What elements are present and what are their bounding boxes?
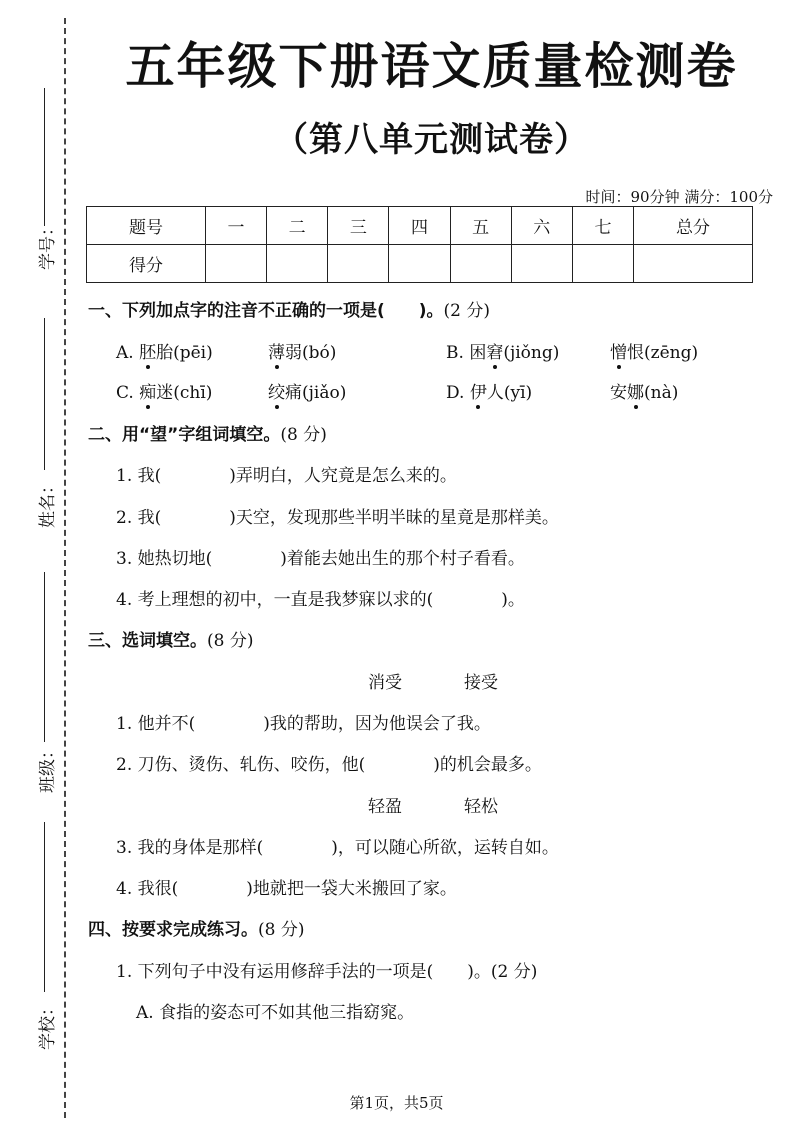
q4-option-a: A. 食指的姿态可不如其他三指窈窕。 xyxy=(136,1003,415,1023)
q1-option-c-word2: 绞痛(jiǎo) xyxy=(268,378,346,403)
page-footer: 第1页，共5页 xyxy=(349,1094,444,1112)
question-1-text: 一、下列加点字的注音不正确的一项是( )。 xyxy=(88,301,444,321)
score-table-header-cell: 总分 xyxy=(634,207,753,245)
score-cell[interactable] xyxy=(634,245,753,283)
question-2-points: (8 分) xyxy=(280,425,327,445)
q2-item: 3. 她热切地( )着能去她出生的那个村子看看。 xyxy=(116,549,525,569)
score-table-header-cell: 五 xyxy=(450,207,511,245)
dotted-char: 窘 xyxy=(486,338,503,363)
binding-dashed-line xyxy=(64,18,66,1118)
score-cell[interactable] xyxy=(511,245,572,283)
dotted-char: 薄 xyxy=(268,338,285,363)
name-line[interactable] xyxy=(44,318,45,470)
q2-item: 4. 考上理想的初中，一直是我梦寐以求的( )。 xyxy=(116,590,525,610)
question-4-text: 四、按要求完成练习。 xyxy=(88,920,258,940)
score-cell[interactable] xyxy=(572,245,633,283)
q2-item: 1. 我( )弄明白，人究竟是怎么来的。 xyxy=(116,466,457,486)
q1-option-d-word1: D. 伊人(yī) xyxy=(446,378,532,403)
page-title: 五年级下册语文质量检测卷 xyxy=(125,37,738,95)
score-cell[interactable] xyxy=(267,245,328,283)
q3-word-choice: 轻盈 xyxy=(368,797,402,817)
q1-option-d-word2: 安娜(nà) xyxy=(610,378,678,403)
q3-item: 1. 他并不( )我的帮助，因为他误会了我。 xyxy=(116,714,491,734)
score-table-header-cell: 二 xyxy=(267,207,328,245)
q3-word-choice: 消受 xyxy=(368,673,402,693)
score-table-header-cell: 六 xyxy=(511,207,572,245)
student-number-label: 学号： xyxy=(38,219,58,270)
score-cell[interactable] xyxy=(389,245,450,283)
name-label: 姓名： xyxy=(38,477,58,528)
question-1-points: (2 分) xyxy=(443,301,491,321)
dotted-char: 绞 xyxy=(268,378,285,403)
score-table-header-cell: 一 xyxy=(205,207,266,245)
score-table-header-cell: 三 xyxy=(328,207,389,245)
score-row-label: 得分 xyxy=(87,245,206,283)
dotted-char: 胚 xyxy=(139,338,156,363)
dotted-char: 娜 xyxy=(627,378,644,403)
question-1-title xyxy=(88,296,490,321)
q2-item: 2. 我( )天空，发现那些半明半昧的星竟是那样美。 xyxy=(116,508,559,528)
score-table-header-cell: 题号 xyxy=(87,207,206,245)
score-table-header-cell: 四 xyxy=(389,207,450,245)
question-3-title xyxy=(88,626,253,651)
q3-word-choice: 接受 xyxy=(464,673,498,693)
student-number-line[interactable] xyxy=(44,88,45,226)
dotted-char: 憎 xyxy=(610,338,627,363)
class-label: 班级： xyxy=(38,742,58,793)
score-table-header-cell: 七 xyxy=(572,207,633,245)
question-3-text: 三、选词填空。 xyxy=(88,631,207,651)
dotted-char: 伊 xyxy=(470,378,487,403)
time-score-info: 时间：90分钟 满分：100分 xyxy=(585,188,773,206)
q3-item: 2. 刀伤、烫伤、轧伤、咬伤，他( )的机会最多。 xyxy=(116,755,542,775)
score-table-score-row xyxy=(87,245,753,283)
score-cell[interactable] xyxy=(205,245,266,283)
school-line[interactable] xyxy=(44,822,45,992)
question-2-text: 二、用“望”字组词填空。 xyxy=(88,425,281,445)
score-cell[interactable] xyxy=(450,245,511,283)
q1-option-c-word1: C. 痴迷(chī) xyxy=(116,378,212,403)
q1-option-b-word2: 憎恨(zēng) xyxy=(610,338,698,363)
q1-option-b-word1: B. 困窘(jiǒng) xyxy=(446,338,559,363)
score-cell[interactable] xyxy=(328,245,389,283)
q1-option-a-word1: A. 胚胎(pēi) xyxy=(116,338,213,363)
q3-item: 4. 我很( )地就把一袋大米搬回了家。 xyxy=(116,879,457,899)
question-3-points: (8 分) xyxy=(207,631,254,651)
q3-word-choice: 轻松 xyxy=(464,797,498,817)
page-subtitle: （第八单元测试卷） xyxy=(274,120,589,160)
score-table-header-row xyxy=(87,207,753,245)
question-4-title xyxy=(88,915,304,940)
score-table xyxy=(86,206,753,283)
q3-item: 3. 我的身体是那样( )，可以随心所欲，运转自如。 xyxy=(116,838,559,858)
class-line[interactable] xyxy=(44,572,45,742)
q1-option-a-word2: 薄弱(bó) xyxy=(268,338,336,363)
question-2-title xyxy=(88,420,327,445)
dotted-char: 痴 xyxy=(139,378,156,403)
question-4-points: (8 分) xyxy=(258,920,305,940)
school-label: 学校： xyxy=(38,999,58,1050)
q4-subquestion: 1. 下列句子中没有运用修辞手法的一项是( )。(2 分) xyxy=(116,962,538,982)
